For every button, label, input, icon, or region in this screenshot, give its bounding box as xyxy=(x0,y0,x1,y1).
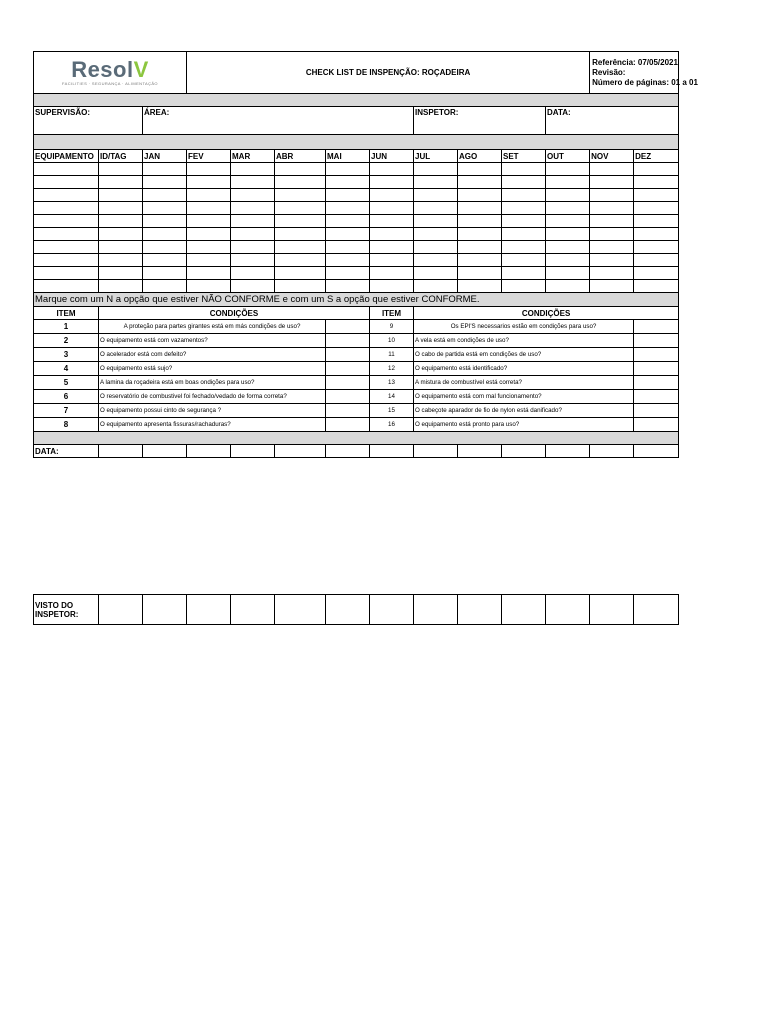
date-label: DATA: xyxy=(34,445,99,458)
date-cell[interactable] xyxy=(546,445,590,458)
logo-word: Resol xyxy=(71,56,134,82)
item-number: 16 xyxy=(370,418,414,432)
date-cell[interactable] xyxy=(634,445,679,458)
document-title: CHECK LIST DE INSPENÇÃO: ROÇADEIRA xyxy=(187,52,590,94)
month-sep: SET xyxy=(502,150,546,163)
conditions-header-row xyxy=(34,307,679,320)
answer-box[interactable] xyxy=(326,376,370,390)
inspector-signature-table xyxy=(33,594,679,625)
condition-text: O equipamento está com mal funcionamento? xyxy=(414,390,634,404)
item-number: 7 xyxy=(34,404,99,418)
answer-box[interactable] xyxy=(634,404,679,418)
signature-cell[interactable] xyxy=(370,595,414,625)
item-number: 14 xyxy=(370,390,414,404)
item-number: 2 xyxy=(34,334,99,348)
item-number: 4 xyxy=(34,362,99,376)
item-number: 1 xyxy=(34,320,99,334)
data-field[interactable]: DATA: xyxy=(546,107,679,135)
answer-box[interactable] xyxy=(634,362,679,376)
equipment-row[interactable] xyxy=(34,228,679,241)
month-jan: JAN xyxy=(143,150,187,163)
condition-text: O equipamento está pronto para uso? xyxy=(414,418,634,432)
separator-row xyxy=(34,135,679,150)
conditions-header-right: CONDIÇÕES xyxy=(414,307,679,320)
item-number: 9 xyxy=(370,320,414,334)
month-feb: FEV xyxy=(187,150,231,163)
logo-tagline: FACILITIES · SEGURANÇA · ALIMENTAÇÃO xyxy=(62,80,158,86)
condition-row xyxy=(34,362,679,376)
item-number: 6 xyxy=(34,390,99,404)
signature-cell[interactable] xyxy=(502,595,546,625)
date-row xyxy=(34,445,679,458)
month-jun: JUN xyxy=(370,150,414,163)
instructions-text: Marque com um N a opção que estiver NÃO CONFORME e com um S a opção que estiver CONFORME. xyxy=(34,293,679,307)
date-cell[interactable] xyxy=(326,445,370,458)
item-number: 8 xyxy=(34,418,99,432)
answer-box[interactable] xyxy=(634,320,679,334)
condition-row xyxy=(34,334,679,348)
condition-text: A mistura de combustível está correta? xyxy=(414,376,634,390)
equipment-row[interactable] xyxy=(34,163,679,176)
condition-row xyxy=(34,404,679,418)
condition-row xyxy=(34,418,679,432)
conditions-header-left: CONDIÇÕES xyxy=(99,307,370,320)
month-apr: ABR xyxy=(275,150,326,163)
item-number: 12 xyxy=(370,362,414,376)
answer-box[interactable] xyxy=(634,376,679,390)
answer-box[interactable] xyxy=(326,404,370,418)
equipment-row[interactable] xyxy=(34,215,679,228)
condition-text: A proteção para partes girantes está em más condições de uso? xyxy=(99,320,326,334)
month-aug: AGO xyxy=(458,150,502,163)
condition-text: A vela está em condições de uso? xyxy=(414,334,634,348)
condition-row xyxy=(34,348,679,362)
reference-date: Referência: 07/05/2021 xyxy=(592,57,678,67)
condition-text: O cabo de partida está em condições de uso? xyxy=(414,348,634,362)
signature-cell[interactable] xyxy=(326,595,370,625)
signature-cell[interactable] xyxy=(99,595,143,625)
equipment-row[interactable] xyxy=(34,241,679,254)
date-cell[interactable] xyxy=(143,445,187,458)
signature-cell[interactable] xyxy=(458,595,502,625)
months-header-row xyxy=(34,150,679,163)
revision-label: Revisão: xyxy=(592,67,626,77)
condition-text: O acelerador está com defeito? xyxy=(99,348,326,362)
signature-cell[interactable] xyxy=(143,595,187,625)
area-field[interactable]: ÁREA: xyxy=(143,107,414,135)
month-dec: DEZ xyxy=(634,150,679,163)
equipment-row[interactable] xyxy=(34,202,679,215)
answer-box[interactable] xyxy=(634,334,679,348)
condition-text: O equipamento está identificado? xyxy=(414,362,634,376)
equipment-row[interactable] xyxy=(34,254,679,267)
condition-text: Os EPI'S necessarios estão em condições para uso? xyxy=(414,320,634,334)
equipment-row[interactable] xyxy=(34,176,679,189)
signature-cell[interactable] xyxy=(231,595,275,625)
equipamento-header: EQUIPAMENTO xyxy=(34,150,99,163)
answer-box[interactable] xyxy=(326,362,370,376)
inspection-sheet xyxy=(33,51,698,458)
condition-text: O equipamento possui cinto de segurança ? xyxy=(99,404,326,418)
condition-text: O equipamento está com vazamentos? xyxy=(99,334,326,348)
month-mar: MAR xyxy=(231,150,275,163)
header-row xyxy=(34,52,679,94)
answer-box[interactable] xyxy=(326,418,370,432)
equipment-row[interactable] xyxy=(34,267,679,280)
signature-cell[interactable] xyxy=(414,595,458,625)
reference-block xyxy=(590,52,698,94)
separator-row xyxy=(34,432,679,445)
signature-row xyxy=(34,595,679,625)
item-number: 13 xyxy=(370,376,414,390)
signature-cell[interactable] xyxy=(546,595,590,625)
logo-accent: V xyxy=(133,56,149,82)
date-cell[interactable] xyxy=(187,445,231,458)
item-number: 3 xyxy=(34,348,99,362)
idtag-header: ID/TAG xyxy=(99,150,143,163)
logo-cell xyxy=(34,52,187,94)
condition-row xyxy=(34,320,679,334)
date-cell[interactable] xyxy=(370,445,414,458)
month-nov: NOV xyxy=(590,150,634,163)
date-cell[interactable] xyxy=(414,445,458,458)
date-cell[interactable] xyxy=(458,445,502,458)
item-number: 15 xyxy=(370,404,414,418)
date-cell[interactable] xyxy=(590,445,634,458)
resolv-logo xyxy=(35,56,185,87)
condition-row xyxy=(34,390,679,404)
answer-box[interactable] xyxy=(634,418,679,432)
month-may: MAI xyxy=(326,150,370,163)
month-jul: JUL xyxy=(414,150,458,163)
visto-label: VISTO DO INSPETOR: xyxy=(34,595,99,625)
date-cell[interactable] xyxy=(502,445,546,458)
item-number: 11 xyxy=(370,348,414,362)
pages-label: Número de páginas: 01 a 01 xyxy=(592,77,698,87)
condition-row xyxy=(34,376,679,390)
condition-text: O equipamento apresenta fissuras/rachaduras? xyxy=(99,418,326,432)
equipment-row[interactable] xyxy=(34,280,679,293)
item-number: 5 xyxy=(34,376,99,390)
signature-cell[interactable] xyxy=(275,595,326,625)
answer-box[interactable] xyxy=(634,390,679,404)
separator-row xyxy=(34,94,679,107)
answer-box[interactable] xyxy=(326,334,370,348)
supervisao-field[interactable]: SUPERVISÃO: xyxy=(34,107,143,135)
equipment-row[interactable] xyxy=(34,189,679,202)
answer-box[interactable] xyxy=(326,320,370,334)
date-cell[interactable] xyxy=(231,445,275,458)
answer-box[interactable] xyxy=(326,390,370,404)
answer-box[interactable] xyxy=(326,348,370,362)
answer-box[interactable] xyxy=(634,348,679,362)
notice-row xyxy=(34,293,679,307)
info-row xyxy=(34,107,679,135)
date-cell[interactable] xyxy=(275,445,326,458)
condition-text: A lamina da roçadeira está em boas ondições para uso? xyxy=(99,376,326,390)
item-header-right: ITEM xyxy=(370,307,414,320)
month-oct: OUT xyxy=(546,150,590,163)
item-number: 10 xyxy=(370,334,414,348)
signature-cell[interactable] xyxy=(187,595,231,625)
condition-text: O reservatório de combustivel foi fechado/vedado de forma correta? xyxy=(99,390,326,404)
signature-cell[interactable] xyxy=(590,595,634,625)
inspetor-field[interactable]: INSPETOR: xyxy=(414,107,546,135)
date-cell[interactable] xyxy=(99,445,143,458)
signature-cell[interactable] xyxy=(634,595,679,625)
condition-text: O equipamento está sujo? xyxy=(99,362,326,376)
item-header-left: ITEM xyxy=(34,307,99,320)
condition-text: O cabeçote aparador de fio de nylon está danificado? xyxy=(414,404,634,418)
